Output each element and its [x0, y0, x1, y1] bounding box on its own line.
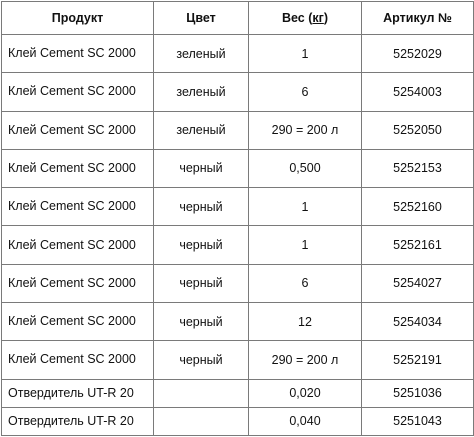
table-header [2, 2, 474, 35]
cell-article: 5251043 [362, 407, 474, 435]
header-color: Цвет [154, 2, 249, 35]
cell-color: зеленый [154, 73, 249, 111]
table-row [2, 111, 474, 149]
cell-article: 5252050 [362, 111, 474, 149]
cell-weight: 0,040 [249, 407, 362, 435]
header-row [2, 2, 474, 35]
cell-article: 5252191 [362, 341, 474, 379]
cell-product: Клей Cement SC 2000 [2, 188, 154, 226]
cell-article: 5251036 [362, 379, 474, 407]
cell-article: 5252153 [362, 149, 474, 187]
table-row [2, 407, 474, 435]
header-weight-prefix: Вес ( [281, 11, 313, 25]
product-table [1, 1, 474, 436]
cell-color [154, 407, 249, 435]
table-row [2, 302, 474, 340]
cell-product: Клей Cement SC 2000 [2, 111, 154, 149]
cell-color: черный [154, 188, 249, 226]
cell-product: Клей Cement SC 2000 [2, 73, 154, 111]
cell-weight: 12 [249, 302, 362, 340]
cell-color: зеленый [154, 111, 249, 149]
cell-product: Отвердитель UT-R 20 [2, 379, 154, 407]
header-weight-suffix: ) [323, 11, 329, 25]
cell-color: черный [154, 226, 249, 264]
table-row [2, 341, 474, 379]
cell-weight: 1 [249, 35, 362, 73]
cell-product: Клей Cement SC 2000 [2, 264, 154, 302]
cell-product: Отвердитель UT-R 20 [2, 407, 154, 435]
table-row [2, 264, 474, 302]
table-row [2, 226, 474, 264]
cell-color: черный [154, 341, 249, 379]
cell-weight: 290 = 200 л [249, 111, 362, 149]
cell-weight: 0,020 [249, 379, 362, 407]
cell-color: зеленый [154, 35, 249, 73]
table-row [2, 379, 474, 407]
cell-color: черный [154, 149, 249, 187]
cell-weight: 0,500 [249, 149, 362, 187]
cell-article: 5254027 [362, 264, 474, 302]
table-row [2, 35, 474, 73]
cell-color: черный [154, 264, 249, 302]
header-article: Артикул № [362, 2, 474, 35]
cell-article: 5254003 [362, 73, 474, 111]
cell-color: черный [154, 302, 249, 340]
cell-weight: 1 [249, 226, 362, 264]
cell-product: Клей Cement SC 2000 [2, 226, 154, 264]
cell-product: Клей Cement SC 2000 [2, 35, 154, 73]
header-weight [249, 2, 362, 35]
table-row [2, 149, 474, 187]
header-product: Продукт [2, 2, 154, 35]
cell-weight: 1 [249, 188, 362, 226]
cell-article: 5254034 [362, 302, 474, 340]
cell-article: 5252161 [362, 226, 474, 264]
cell-product: Клей Cement SC 2000 [2, 149, 154, 187]
cell-weight: 290 = 200 л [249, 341, 362, 379]
table-row [2, 73, 474, 111]
cell-product: Клей Cement SC 2000 [2, 302, 154, 340]
table-body [2, 35, 474, 436]
cell-color [154, 379, 249, 407]
table-row [2, 188, 474, 226]
cell-weight: 6 [249, 264, 362, 302]
cell-article: 5252029 [362, 35, 474, 73]
cell-product: Клей Cement SC 2000 [2, 341, 154, 379]
cell-weight: 6 [249, 73, 362, 111]
cell-article: 5252160 [362, 188, 474, 226]
header-weight-unit: кг [312, 11, 324, 25]
